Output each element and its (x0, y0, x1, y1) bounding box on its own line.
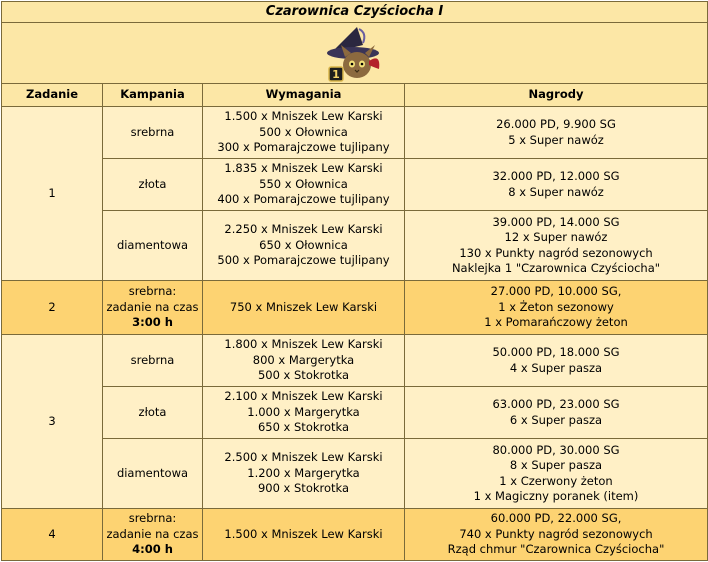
header-requirements: Wymagania (203, 84, 405, 107)
campaign-cell: srebrna: zadanie na czas 3:00 h (103, 281, 203, 335)
requirements-cell: 2.100 x Mniszek Lew Karski 1.000 x Margerytka 650 x Stokrotka (203, 387, 405, 439)
campaign-cell: złota (103, 159, 203, 211)
requirements-cell: 2.500 x Mniszek Lew Karski 1.200 x Margerytka 900 x Stokrotka (203, 439, 405, 509)
task-row (2, 281, 708, 335)
campaign-cell: diamentowa (103, 211, 203, 281)
time-limit: 4:00 h (132, 542, 173, 557)
task-row (2, 211, 708, 281)
campaign-cell: srebrna: zadanie na czas 4:00 h (103, 509, 203, 561)
task-number: 1 (2, 107, 103, 281)
quest-title: Czarownica Czyściocha I (2, 2, 708, 23)
requirements-cell: 1.500 x Mniszek Lew Karski (203, 509, 405, 561)
header-campaign: Kampania (103, 84, 203, 107)
campaign-cell: srebrna (103, 335, 203, 387)
requirements-cell: 750 x Mniszek Lew Karski (203, 281, 405, 335)
rewards-cell: 27.000 PD, 10.000 SG, 1 x Żeton sezonowy 1 x Pomarańczowy żeton (405, 281, 708, 335)
task-number: 3 (2, 335, 103, 509)
task-row (2, 387, 708, 439)
campaign-cell: srebrna (103, 107, 203, 159)
task-row (2, 335, 708, 387)
rewards-cell: 63.000 PD, 23.000 SG 6 x Super pasza (405, 387, 708, 439)
rewards-cell: 80.000 PD, 30.000 SG 8 x Super pasza 1 x Czerwony żeton 1 x Magiczny poranek (item) (405, 439, 708, 509)
campaign-cell: złota (103, 387, 203, 439)
task-row (2, 509, 708, 561)
task-row (2, 159, 708, 211)
rewards-cell: 60.000 PD, 22.000 SG, 740 x Punkty nagród sezonowych Rząd chmur "Czarownica Czyściocha" (405, 509, 708, 561)
requirements-cell: 1.800 x Mniszek Lew Karski 800 x Margerytka 500 x Stokrotka (203, 335, 405, 387)
requirements-cell: 1.835 x Mniszek Lew Karski 550 x Ołownica 400 x Pomarajczowe tujlipany (203, 159, 405, 211)
quest-icon-cell (2, 23, 708, 84)
header-task: Zadanie (2, 84, 103, 107)
header-rewards: Nagrody (405, 84, 708, 107)
campaign-cell: diamentowa (103, 439, 203, 509)
time-limit: 3:00 h (132, 315, 173, 330)
rewards-cell: 32.000 PD, 12.000 SG 8 x Super nawóz (405, 159, 708, 211)
task-number: 2 (2, 281, 103, 335)
quest-table (1, 1, 708, 561)
witch-cat-icon (323, 23, 387, 83)
rewards-cell: 26.000 PD, 9.900 SG 5 x Super nawóz (405, 107, 708, 159)
requirements-cell: 1.500 x Mniszek Lew Karski 500 x Ołownica 300 x Pomarajczowe tujlipany (203, 107, 405, 159)
task-row (2, 439, 708, 509)
task-row (2, 107, 708, 159)
icon-badge-number: 1 (331, 68, 340, 81)
rewards-cell: 50.000 PD, 18.000 SG 4 x Super pasza (405, 335, 708, 387)
task-number: 4 (2, 509, 103, 561)
rewards-cell: 39.000 PD, 14.000 SG 12 x Super nawóz 130 x Punkty nagród sezonowych Naklejka 1 "Czarownica Czyściocha" (405, 211, 708, 281)
requirements-cell: 2.250 x Mniszek Lew Karski 650 x Ołownica 500 x Pomarajczowe tujlipany (203, 211, 405, 281)
